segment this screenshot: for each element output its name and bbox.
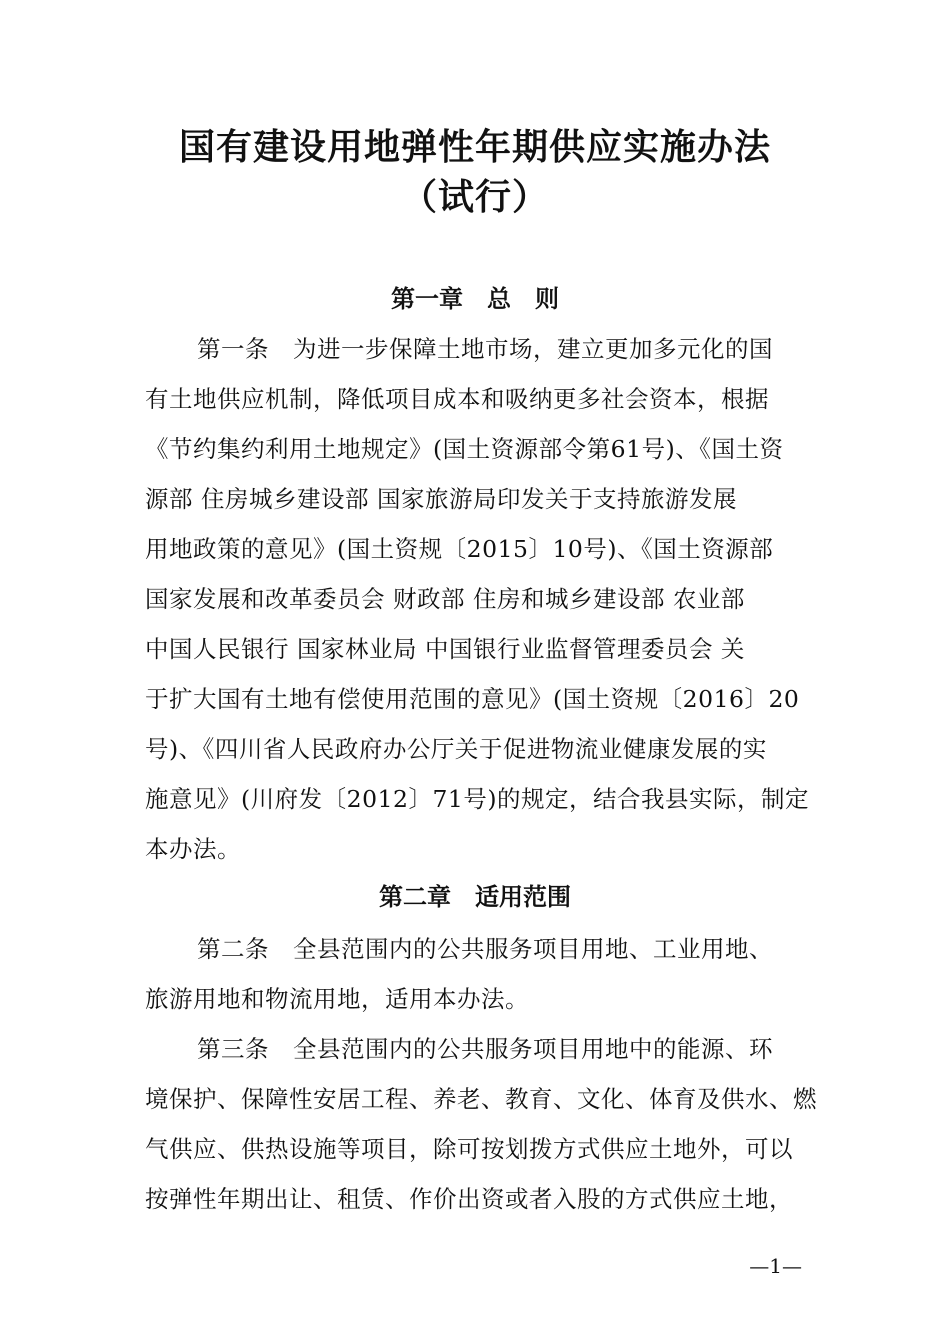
article-line: 旅游用地和物流用地，适用本办法。 — [145, 985, 529, 1013]
document-subtitle: （试行） — [400, 177, 549, 218]
article-line: 用地政策的意见》(国土资规〔2015〕10号)、《国土资源部 — [145, 535, 774, 563]
article-line: 中国人民银行 国家林业局 中国银行业监督管理委员会 关 — [145, 635, 745, 663]
chapter-heading: 第二章 适用范围 — [379, 883, 571, 911]
article-line: 气供应、供热设施等项目，除可按划拨方式供应土地外，可以 — [145, 1135, 793, 1163]
article-line: 源部 住房城乡建设部 国家旅游局印发关于支持旅游发展 — [145, 485, 737, 513]
article-line: 《节约集约利用土地规定》(国土资源部令第61号)、《国土资 — [145, 435, 784, 463]
article-line: 国家发展和改革委员会 财政部 住房和城乡建设部 农业部 — [145, 585, 745, 613]
article-line: 第二条 全县范围内的公共服务项目用地、工业用地、 — [197, 935, 773, 963]
document-title: 国有建设用地弹性年期供应实施办法 — [178, 127, 771, 168]
page-number: —1— — [749, 1254, 802, 1278]
article-line: 境保护、保障性安居工程、养老、教育、文化、体育及供水、燃 — [145, 1085, 817, 1113]
chapter-heading: 第一章 总 则 — [391, 285, 559, 313]
article-line: 第三条 全县范围内的公共服务项目用地中的能源、环 — [197, 1035, 773, 1063]
article-line: 于扩大国有土地有偿使用范围的意见》(国土资规〔2016〕20 — [145, 685, 800, 713]
article-line: 按弹性年期出让、租赁、作价出资或者入股的方式供应土地， — [145, 1185, 793, 1213]
article-line: 号)、《四川省人民政府办公厅关于促进物流业健康发展的实 — [145, 735, 767, 763]
article-line: 本办法。 — [145, 835, 241, 863]
article-line: 第一条 为进一步保障土地市场，建立更加多元化的国 — [197, 335, 773, 363]
article-line: 施意见》(川府发〔2012〕71号)的规定，结合我县实际，制定 — [145, 785, 810, 813]
article-line: 有土地供应机制，降低项目成本和吸纳更多社会资本，根据 — [145, 385, 769, 413]
